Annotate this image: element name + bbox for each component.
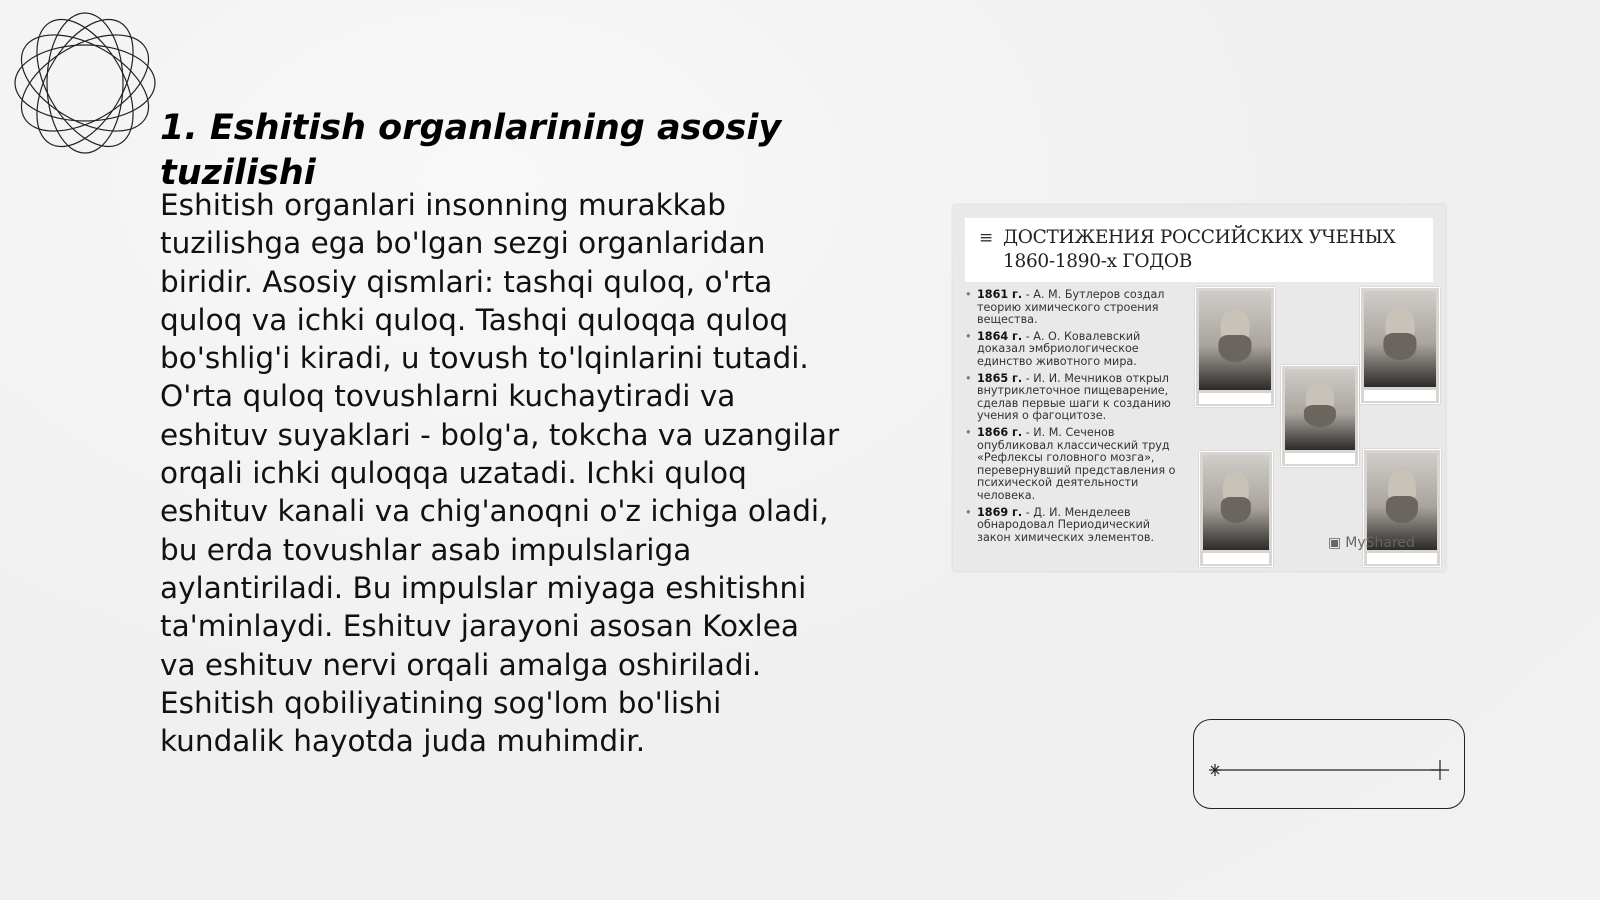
list-item: • 1861 г. - А. М. Бутлеров создал теорию химического строения вещества. [965,289,1187,327]
portrait-photo [1360,287,1440,404]
portrait-photo [1195,287,1275,407]
portrait-photo [1199,451,1273,567]
embedded-slide-image [953,205,1445,571]
image-title-line2: 1860-1890-х ГОДОВ [1003,251,1193,272]
list-item: • 1869 г. - Д. И. Менделеев обнародовал Периодический закон химических элементов. [965,507,1187,545]
slide-body-text: Eshitish organlari insonning murakkab tuzilishga ega bo'lgan sezgi organlaridan biridir. Asosiy qismlari: tashqi quloq, o'rta quloq va ichki quloq. Tashqi quloqqa quloq bo'shlig'i kiradi, u tovush to'lqinlarini tutadi. O'rta quloq tovushlarni kuchaytiradi va eshituv suyaklari - bolg'a, tokcha va uzangilar orqali ichki quloqqa uzatadi. Ichki quloq eshituv kanali va chig'anoqni o'z ichiga oladi, bu erda tovushlar asab impulslariga aylantiriladi. Bu impulslar miyaga eshitishni ta'minlaydi. Eshituv jarayoni asosan Koxlea va eshituv nervi orqali amalga oshiriladi. Eshitish qobiliyatining sog'lom bo'lishi kundalik hayotda juda muhimdir. [160,188,840,759]
list-item: • 1864 г. - А. О. Ковалевский доказал эмбриологическое единство животного мира. [965,331,1187,369]
list-item: • 1865 г. - И. И. Мечников открыл внутриклеточное пищеварение, сделав первые шаги к созданию учения о фагоцитозе. [965,373,1187,423]
slide-title: 1. Eshitish organlarining asosiy tuzilishi [160,108,782,193]
decorative-line-icon [1205,760,1450,780]
circular-ornament-icon [10,8,160,158]
image-header [965,218,1433,282]
menu-icon: ≡ [979,228,994,248]
list-item: • 1866 г. - И. М. Сеченов опубликовал классический труд «Рефлексы головного мозга», перевернувший представления о психической деятельности человека. [965,427,1187,503]
presentation-icon: ▣ [1328,535,1342,551]
portrait-photo [1281,365,1359,467]
watermark: ▣ MyShared [1328,535,1415,551]
image-title-line1: ДОСТИЖЕНИЯ РОССИЙСКИХ УЧЕНЫХ [1003,227,1396,248]
achievements-list [965,289,1187,548]
